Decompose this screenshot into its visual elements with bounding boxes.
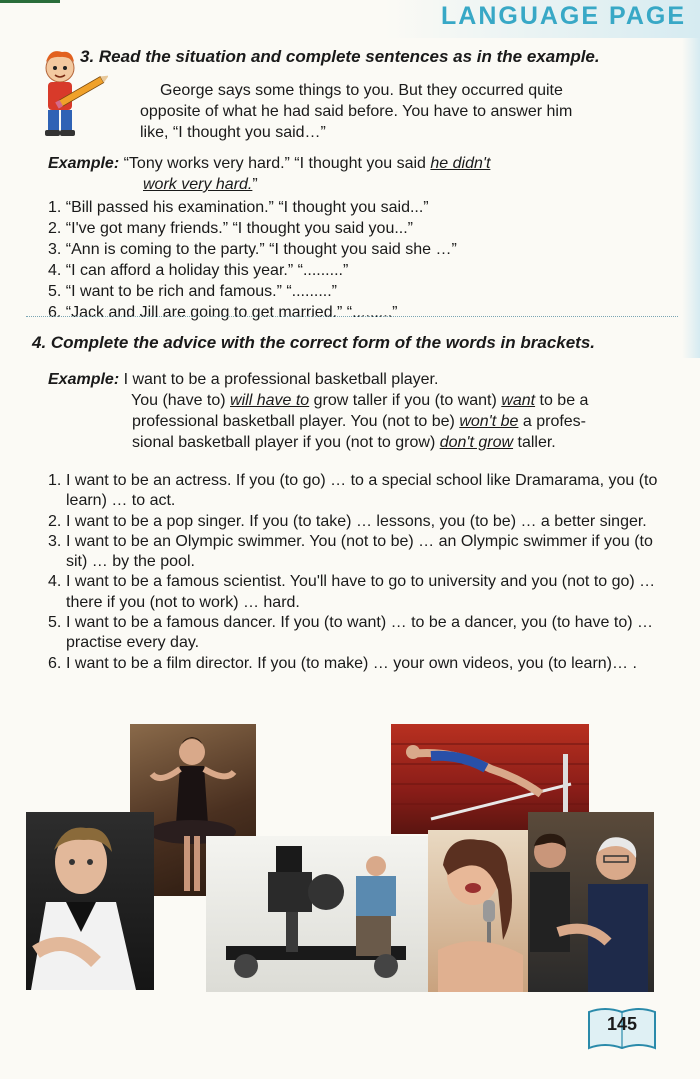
film-crew-photo — [206, 836, 428, 992]
exercise-4-example — [48, 369, 668, 453]
list-item: 1. “Bill passed his examination.” “I thought you said...” — [48, 199, 429, 216]
list-item: 4. “I can afford a holiday this year.” “.........” — [48, 262, 349, 279]
item-text: I want to be an Olympic swimmer. You (not to be) … an Olympic swimmer if you (to sit) … by the pool. — [66, 532, 653, 571]
example-text: I want to be a professional basketball player. — [119, 371, 439, 388]
item-number: 3. — [48, 532, 62, 550]
example-text: sional basketball player if you (not to grow) — [132, 434, 440, 451]
example-text: “Tony works very hard.” “I thought you said — [123, 155, 431, 172]
item-text: I want to be a film director. If you (to make) … your own videos, you (to learn)… . — [66, 654, 637, 672]
exercise-4-list — [48, 471, 668, 674]
list-item — [48, 532, 668, 573]
exercise-3-example — [48, 153, 490, 174]
situation-line: like, “I thought you said…” — [140, 124, 326, 141]
item-text: I want to be a pop singer. If you (to take) … lessons, you (to be) … a better singer. — [66, 512, 647, 530]
item-number: 6. — [48, 654, 62, 672]
page-number: 145 — [606, 1014, 638, 1034]
exercise-3-situation — [140, 80, 640, 143]
item-text: I want to be a famous dancer. If you (to want) … to be a dancer, you (to have to) … practise every day. — [66, 614, 653, 652]
right-color-strip — [682, 38, 700, 358]
top-accent-line — [0, 0, 60, 3]
example-text: taller. — [513, 434, 556, 451]
example-row — [48, 432, 668, 453]
list-item — [48, 613, 668, 654]
exercise-3-example-continued — [143, 174, 258, 195]
example-text: You (have to) — [131, 392, 231, 409]
list-item — [48, 572, 668, 613]
exercise-3-heading: 3. Read the situation and complete sentences as in the example. — [80, 47, 600, 66]
example-answer: will have to — [230, 392, 310, 409]
example-answer: work very hard. — [143, 176, 253, 193]
example-row — [48, 411, 668, 432]
example-label: Example: — [48, 155, 120, 172]
item-number: 1. — [48, 472, 62, 489]
example-end: ” — [252, 176, 258, 193]
situation-line: George says some things to you. But they occurred quite — [160, 82, 563, 99]
example-label: Example: — [48, 371, 120, 388]
example-text: to be a — [535, 392, 589, 409]
situation-line: opposite of what he had said before. You have to answer him — [140, 103, 573, 120]
singer-photo — [428, 830, 528, 992]
list-item — [48, 512, 668, 532]
exercise-3-list — [48, 197, 457, 323]
list-item: 6. “Jack and Jill are going to get married.” “.........” — [48, 304, 398, 321]
list-item: 3. “Ann is coming to the party.” “I thought you said she …” — [48, 241, 457, 258]
example-text: a profes- — [518, 413, 587, 430]
example-text: grow taller if you (to want) — [309, 392, 502, 409]
example-answer: don't grow — [439, 434, 514, 451]
example-row — [48, 369, 668, 390]
young-actor-photo — [26, 812, 154, 990]
list-item — [48, 471, 668, 512]
example-answer: he didn't — [430, 155, 491, 172]
example-text: professional basketball player. You (not to be) — [132, 413, 460, 430]
list-item: 5. “I want to be rich and famous.” “.........” — [48, 283, 337, 300]
example-answer: want — [501, 392, 536, 409]
item-number: 2. — [48, 512, 62, 530]
example-row — [48, 390, 668, 411]
item-number: 5. — [48, 614, 62, 632]
list-item — [48, 654, 668, 674]
item-text: I want to be a famous scientist. You'll have to go to university and you (not to go) … there if you (not to work) … hard. — [66, 573, 656, 611]
example-answer: won't be — [459, 413, 519, 430]
film-director-photo — [528, 812, 654, 992]
item-text: I want to be an actress. If you (to go) … to a special school like Dramarama, you (to learn) … to act. — [66, 472, 658, 510]
exercise-4-heading: 4. Complete the advice with the correct form of the words in brackets. — [32, 333, 596, 352]
section-divider — [26, 316, 678, 317]
list-item: 2. “I've got many friends.” “I thought you said you...” — [48, 220, 414, 237]
page-header: LANGUAGE PAGE — [441, 2, 686, 30]
item-number: 4. — [48, 573, 62, 591]
